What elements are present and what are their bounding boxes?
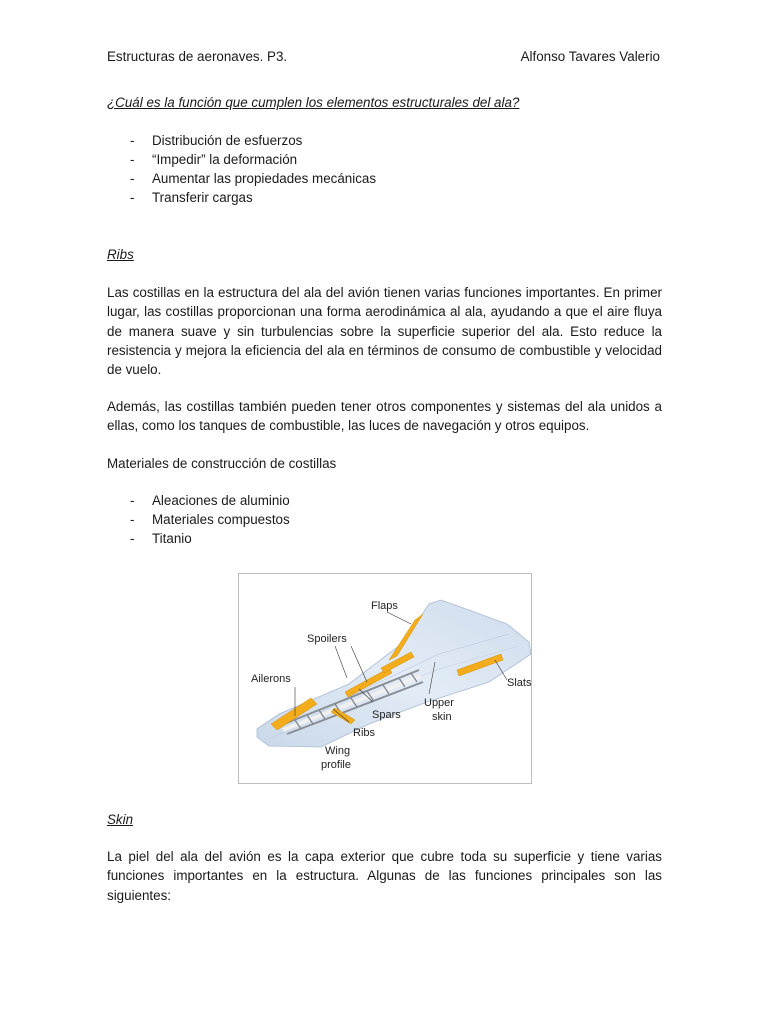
skin-heading: Skin — [107, 812, 134, 827]
label-skin: skin — [432, 711, 452, 723]
list-item: - Materiales compuestos — [130, 512, 290, 527]
dash-marker: - — [130, 512, 135, 527]
label-flaps: Flaps — [371, 600, 398, 612]
dash-marker: - — [130, 531, 135, 546]
skin-paragraph: La piel del ala del avión es la capa exterior que cubre toda su superficie y tiene varias funciones importantes en la estructura. Algunas de las funciones principales son las siguientes: — [107, 849, 662, 903]
list-item: - “Impedir” la deformación — [130, 152, 298, 167]
list-item: - Titanio — [130, 531, 192, 546]
materials-title: Materiales de construcción de costillas — [107, 456, 337, 471]
dash-marker: - — [130, 133, 135, 148]
list-item: - Aleaciones de aluminio — [130, 493, 290, 508]
dash-marker: - — [130, 493, 135, 508]
label-spoilers: Spoilers — [307, 633, 347, 645]
functions-list — [130, 131, 376, 207]
ribs-paragraph-1: Las costillas en la estructura del ala del avión tienen varias funciones importantes. En primer lugar, las costillas proporcionan una forma aerodinámica al ala, ayudando a que el aire fluya de manera suave y sin turbulencias sobre la superficie superior del ala. Esto reduce la resistencia y mejora la eficiencia del ala en términos de consumo de combustible y velocidad de vuelo. — [107, 285, 662, 378]
list-item: - Distribución de esfuerzos — [130, 133, 303, 148]
materials-list — [130, 491, 290, 548]
list-item: - Aumentar las propiedades mecánicas — [130, 171, 377, 186]
wing-diagram — [239, 574, 531, 783]
wing-structure-figure — [238, 573, 532, 784]
label-spars: Spars — [372, 709, 401, 721]
header-author: Alfonso Tavares Valerio — [520, 49, 660, 64]
label-upper: Upper — [424, 697, 454, 709]
label-profile: profile — [321, 759, 351, 771]
list-item: - Transferir cargas — [130, 190, 253, 205]
label-wing: Wing — [325, 745, 351, 757]
ribs-heading: Ribs — [107, 247, 134, 262]
dash-marker: - — [130, 190, 135, 205]
question-heading: ¿Cuál es la función que cumplen los elementos estructurales del ala? — [107, 95, 520, 110]
header-course: Estructuras de aeronaves. P3. — [107, 49, 288, 64]
ribs-paragraph-2: Además, las costillas también pueden tener otros componentes y sistemas del ala unidos a ellas, como los tanques de combustible, las luces de navegación y otros equipos. — [107, 399, 662, 434]
label-ailerons: Ailerons — [251, 673, 291, 685]
dash-marker: - — [130, 152, 135, 167]
label-slats: Slats — [507, 677, 531, 689]
label-ribs: Ribs — [353, 727, 376, 739]
dash-marker: - — [130, 171, 135, 186]
